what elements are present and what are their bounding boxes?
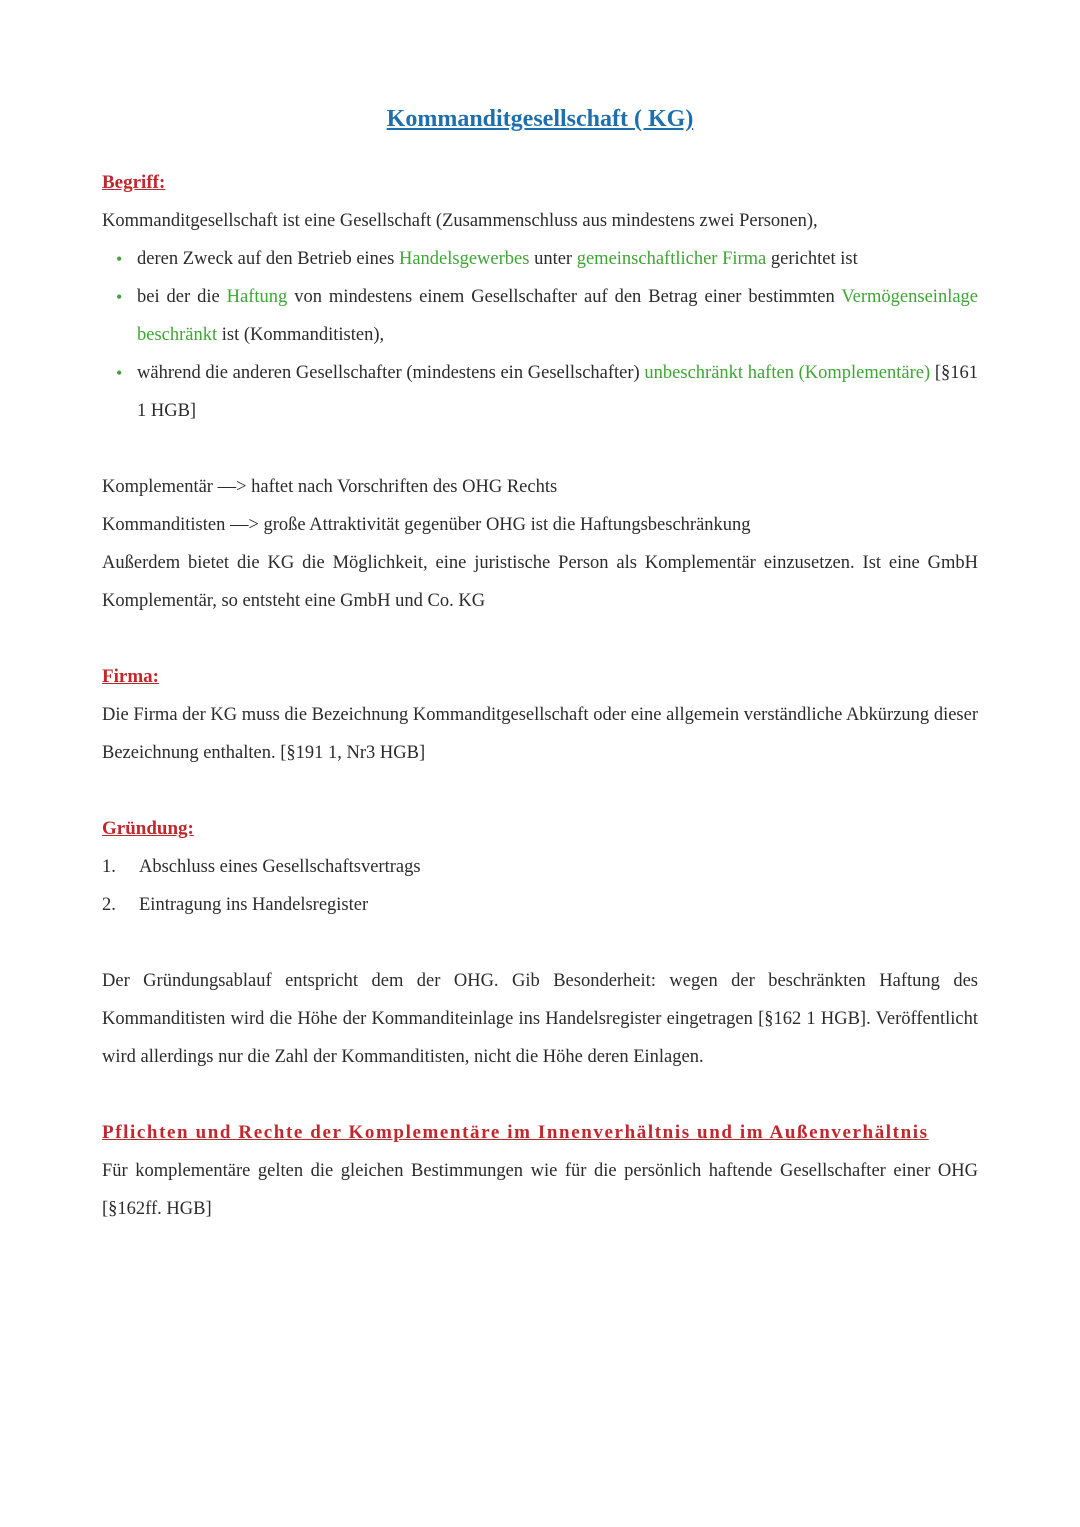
section-heading-firma: Firma: bbox=[102, 666, 159, 687]
document-page bbox=[102, 100, 978, 1228]
text-run: deren Zweck auf den Betrieb eines bbox=[137, 249, 399, 269]
list-number: 1. bbox=[102, 857, 116, 877]
bullet-icon: • bbox=[116, 249, 123, 269]
highlight-term: Handelsgewerbes bbox=[398, 249, 530, 269]
list-number: 2. bbox=[102, 895, 116, 915]
text-run: bei der die bbox=[137, 287, 227, 307]
section-heading-begriff: Begriff: bbox=[102, 172, 166, 193]
spacer bbox=[102, 772, 978, 810]
highlight-term: Vermögenseinlage beschränkt bbox=[137, 287, 979, 345]
spacer bbox=[102, 924, 978, 962]
section-heading-gruendung: Gründung: bbox=[102, 818, 194, 839]
gruendung-steps-list bbox=[102, 848, 978, 924]
highlight-term: Haftung bbox=[226, 287, 288, 307]
pflichten-paragraph: Für komplementäre gelten die gleichen Bestimmungen wie für die persönlich haftende Gesellschafter einer OHG [§162ff. HGB] bbox=[102, 1161, 978, 1219]
text-run: unter bbox=[529, 249, 577, 269]
text-run: ist (Kommanditisten), bbox=[217, 325, 385, 345]
list-item bbox=[102, 240, 978, 278]
begriff-bullet-list bbox=[102, 240, 978, 430]
firma-paragraph: Die Firma der KG muss die Bezeichnung Kommanditgesellschaft oder eine allgemein verständliche Abkürzung dieser Bezeichnung enthalten. [§191 1, Nr3 HGB] bbox=[102, 705, 978, 763]
page-title: Kommanditgesellschaft ( KG) bbox=[386, 106, 694, 132]
text-run: gerichtet ist bbox=[766, 249, 858, 269]
bullet-icon: • bbox=[116, 287, 123, 307]
text-run: [§161 1 HGB] bbox=[137, 363, 978, 421]
text-run: von mindestens einem Gesellschafter auf den Betrag einer bestimmten bbox=[287, 287, 842, 307]
begriff-paragraph: Außerdem bietet die KG die Möglichkeit, eine juristische Person als Komplementär einzusetzen. Ist eine GmbH Komplementär, so entsteht eine GmbH und Co. KG bbox=[102, 553, 978, 611]
begriff-intro: Kommanditgesellschaft ist eine Gesellschaft (Zusammenschluss aus mindestens zwei Personen), bbox=[102, 211, 818, 231]
list-item-text: Eintragung ins Handelsregister bbox=[139, 895, 369, 915]
highlight-term: gemeinschaftlicher Firma bbox=[576, 249, 767, 269]
kommanditisten-line: Kommanditisten —> große Attraktivität gegenüber OHG ist die Haftungsbeschränkung bbox=[102, 515, 751, 535]
list-item bbox=[102, 278, 978, 354]
list-item bbox=[102, 354, 978, 430]
spacer bbox=[102, 620, 978, 658]
spacer bbox=[102, 430, 978, 468]
list-item bbox=[102, 886, 978, 924]
gruendung-paragraph: Der Gründungsablauf entspricht dem der OHG. Gib Besonderheit: wegen der beschränkten Haftung des Kommanditisten wird die Höhe der Kommanditeinlage ins Handelsregister eingetragen [§162 1 HGB]. Veröffentlicht wird allerdings nur die Zahl der Kommanditisten, nicht die Höhe deren Einlagen. bbox=[102, 971, 978, 1067]
spacer bbox=[102, 1076, 978, 1114]
text-run: während die anderen Gesellschafter (mindestens ein Gesellschafter) bbox=[137, 363, 645, 383]
list-item-text: Abschluss eines Gesellschaftsvertrags bbox=[139, 857, 421, 877]
list-item bbox=[102, 848, 978, 886]
highlight-term: unbeschränkt haften (Komplementäre) bbox=[644, 363, 931, 383]
section-heading-pflichten: Pflichten und Rechte der Komplementäre im Innenverhältnis und im Außenverhältnis bbox=[102, 1122, 929, 1143]
bullet-icon: • bbox=[116, 363, 123, 383]
komplementaer-line: Komplementär —> haftet nach Vorschriften des OHG Rechts bbox=[102, 477, 558, 497]
